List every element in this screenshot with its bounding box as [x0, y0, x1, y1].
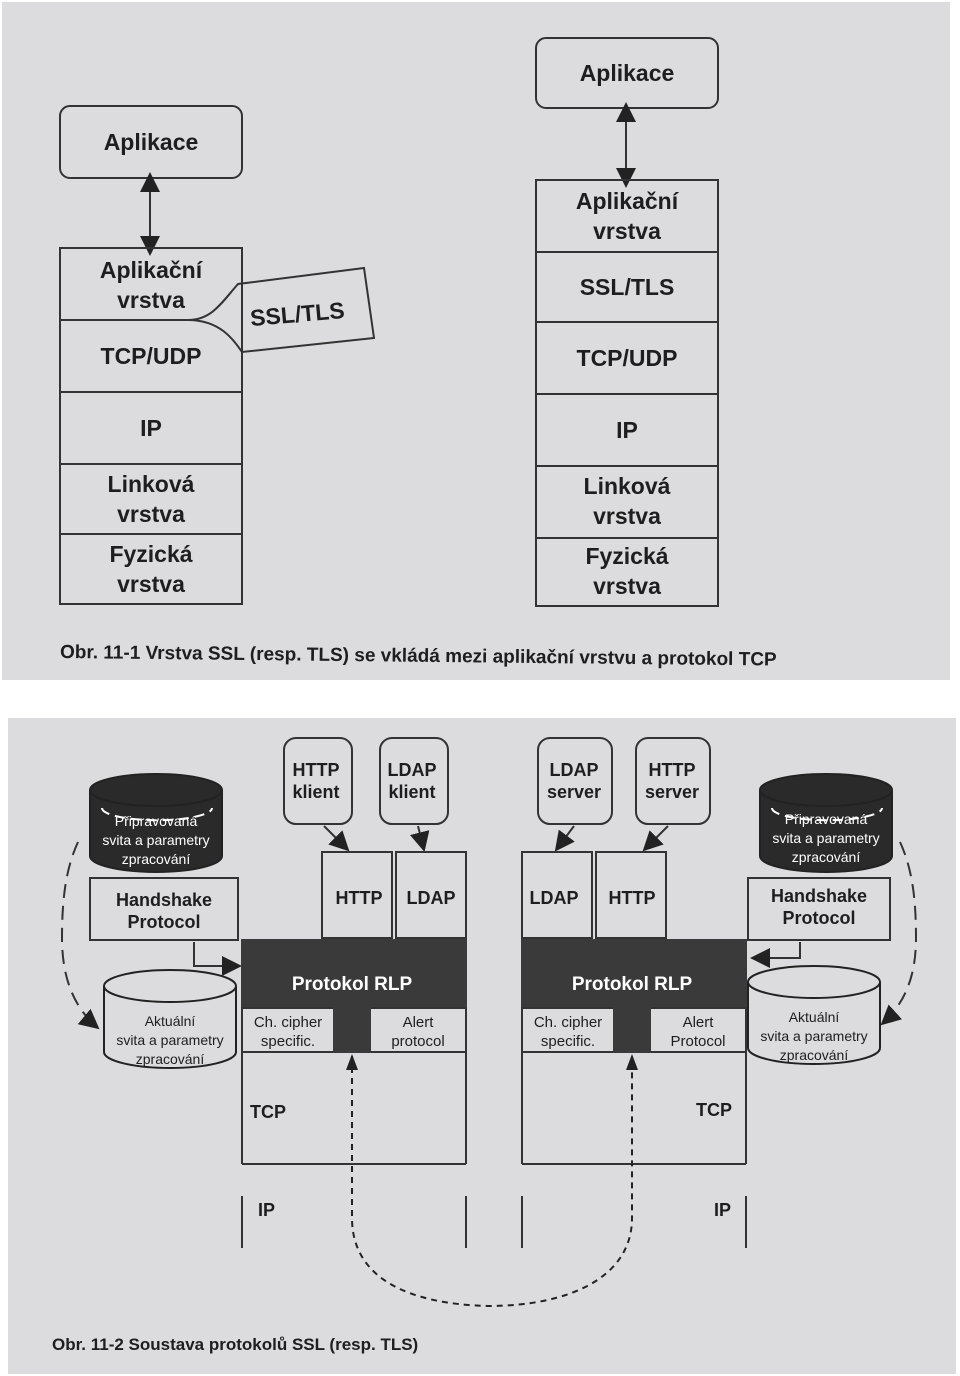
left-db-top-line2: svita a parametry: [102, 832, 210, 848]
http-server-line1: HTTP: [648, 760, 696, 780]
left-handshake-line1: Handshake: [115, 890, 213, 910]
left-tcp-label: TCP: [250, 1102, 286, 1122]
figure-2-caption: Obr. 11-2 Soustava protokolů SSL (resp. TLS): [52, 1335, 419, 1354]
ldap-client-line1: LDAP: [387, 760, 437, 780]
left-alert-line2: protocol: [391, 1033, 445, 1050]
left-dashed-arrow: [62, 842, 98, 1028]
right-dashed-arrow: [882, 842, 916, 1024]
left-db-top-line3: zpracování: [121, 851, 191, 867]
ldap-client-line2: klient: [388, 782, 436, 802]
right-layer-link-1: Linková: [583, 473, 671, 499]
right-layer-ip: IP: [616, 417, 638, 443]
right-layer-app-1: Aplikační: [575, 188, 679, 214]
left-layer-phys-2: vrstva: [117, 571, 185, 597]
right-db-bottom-line1: Aktuální: [788, 1009, 840, 1025]
left-db-bottom-line3: zpracování: [135, 1051, 205, 1067]
left-layer-link-1: Linková: [107, 471, 195, 497]
ldap-server-line2: server: [546, 782, 602, 802]
right-handshake-line2: Protocol: [782, 908, 856, 928]
ldap-client-box: [380, 738, 448, 824]
right-tcp-label: TCP: [696, 1100, 732, 1120]
right-app-label: Aplikace: [579, 60, 675, 86]
bottom-dashed-connection: [352, 1056, 632, 1306]
right-layer-link-2: vrstva: [593, 503, 661, 529]
figure-1-diagram: [2, 2, 950, 680]
left-layer-phys-1: Fyzická: [109, 541, 193, 567]
left-layer-link-2: vrstva: [117, 501, 185, 527]
left-app2-label: LDAP: [406, 888, 456, 908]
right-handshake-line1: Handshake: [770, 886, 868, 906]
right-layer-app-2: vrstva: [593, 218, 661, 244]
right-db-top-line2: svita a parametry: [772, 830, 880, 846]
right-db-bottom-line2: svita a parametry: [760, 1028, 868, 1044]
right-ip-label: IP: [714, 1200, 732, 1220]
right-db-top-line1: Připravovaná: [784, 811, 868, 827]
left-handshake-line2: Protocol: [127, 912, 201, 932]
left-ssl-tab-label: SSL/TLS: [249, 296, 346, 332]
right-rlp-bar: [522, 940, 746, 1006]
right-layer-ssl: SSL/TLS: [579, 274, 675, 300]
left-layer-ip: IP: [140, 415, 162, 441]
right-rlp-label: Protokol RLP: [571, 974, 693, 995]
figure-1-panel: [2, 2, 950, 680]
right-db-bottom-line3: zpracování: [779, 1047, 849, 1063]
right-layer-phys-1: Fyzická: [585, 543, 669, 569]
http-client-line1: HTTP: [292, 760, 340, 780]
left-layer-tcp: TCP/UDP: [100, 343, 202, 369]
ldap-server-line1: LDAP: [549, 760, 599, 780]
http-client-box: [284, 738, 352, 824]
http-server-box: [636, 738, 710, 824]
left-rlp-bar: [242, 940, 466, 1006]
left-app-label: Aplikace: [103, 129, 199, 155]
http-client-line2: klient: [292, 782, 340, 802]
right-cipher-line1: Ch. cipher: [533, 1014, 603, 1031]
left-rlp-label: Protokol RLP: [291, 974, 413, 995]
left-cipher-line2: specific.: [260, 1033, 316, 1050]
left-cipher-line1: Ch. cipher: [253, 1014, 323, 1031]
right-app2-label: HTTP: [608, 888, 656, 908]
left-db-bottom-line2: svita a parametry: [116, 1032, 224, 1048]
figure-2-diagram: [8, 718, 956, 1374]
right-cipher-line2: specific.: [540, 1033, 596, 1050]
http-server-line2: server: [644, 782, 700, 802]
figure-1-caption: Obr. 11-1 Vrstva SSL (resp. TLS) se vkládá mezi aplikační vrstvu a protokol TCP: [59, 642, 777, 671]
left-db-top-line1: Připravovaná: [114, 813, 198, 829]
left-app1-label: HTTP: [335, 888, 383, 908]
right-db-top-line3: zpracování: [791, 849, 861, 865]
left-db-bottom-line1: Aktuální: [144, 1013, 196, 1029]
right-alert-line2: Protocol: [670, 1033, 726, 1050]
right-layer-phys-2: vrstva: [593, 573, 661, 599]
ldap-server-box: [538, 738, 612, 824]
right-app1-label: LDAP: [529, 888, 579, 908]
right-layer-tcp: TCP/UDP: [576, 345, 678, 371]
left-alert-line1: Alert: [402, 1014, 434, 1031]
figure-2-panel: [8, 718, 956, 1374]
left-ip-label: IP: [258, 1200, 276, 1220]
right-alert-line1: Alert: [682, 1014, 714, 1031]
left-layer-app-2: vrstva: [117, 287, 185, 313]
left-layer-app-1: Aplikační: [99, 257, 203, 283]
